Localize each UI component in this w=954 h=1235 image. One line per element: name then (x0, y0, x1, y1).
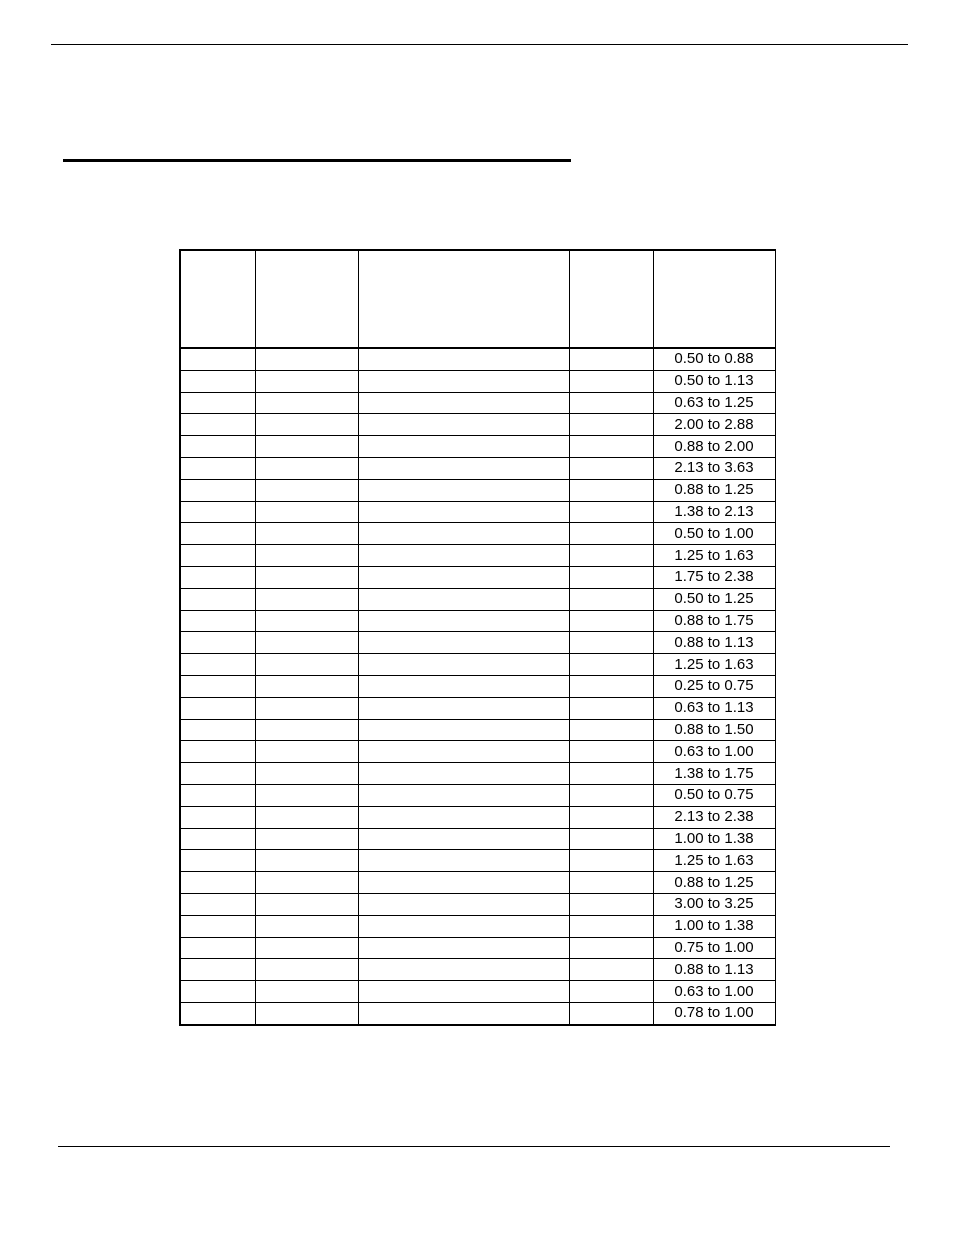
range-value-cell: 1.25 to 1.63 (653, 850, 775, 872)
range-value-cell: 0.50 to 1.00 (653, 523, 775, 545)
table-cell-empty (358, 392, 569, 414)
range-value-cell: 0.88 to 1.25 (653, 872, 775, 894)
range-value-cell: 3.00 to 3.25 (653, 893, 775, 915)
table-row (180, 545, 775, 567)
table-cell-empty (180, 370, 255, 392)
table-row (180, 719, 775, 741)
table-cell-empty (358, 610, 569, 632)
table-row (180, 828, 775, 850)
table-cell-empty (358, 784, 569, 806)
table-cell-empty (255, 763, 358, 785)
range-value-cell: 0.63 to 1.25 (653, 392, 775, 414)
table-cell-empty (180, 632, 255, 654)
table-row (180, 1002, 775, 1024)
table-row (180, 457, 775, 479)
table-cell-empty (180, 414, 255, 436)
table-cell-empty (358, 915, 569, 937)
table-cell-empty (569, 784, 653, 806)
table-row (180, 414, 775, 436)
table-cell-empty (255, 479, 358, 501)
table-cell-empty (180, 392, 255, 414)
table-cell-empty (358, 675, 569, 697)
table-cell-empty (180, 828, 255, 850)
table-cell-empty (358, 937, 569, 959)
range-value-cell: 0.88 to 1.50 (653, 719, 775, 741)
table-cell-empty (358, 893, 569, 915)
table-cell-empty (255, 566, 358, 588)
range-value-cell: 0.88 to 1.25 (653, 479, 775, 501)
table-row (180, 501, 775, 523)
header-cell-3 (358, 250, 569, 348)
range-value-cell: 2.13 to 2.38 (653, 806, 775, 828)
table-row (180, 348, 775, 370)
table-cell-empty (358, 588, 569, 610)
table-cell-empty (255, 501, 358, 523)
table-row (180, 370, 775, 392)
table-cell-empty (180, 348, 255, 370)
range-value-cell: 1.75 to 2.38 (653, 566, 775, 588)
range-value-cell: 0.88 to 1.75 (653, 610, 775, 632)
range-value-cell: 0.50 to 0.88 (653, 348, 775, 370)
table-cell-empty (180, 784, 255, 806)
range-value-cell: 0.63 to 1.13 (653, 697, 775, 719)
range-value-cell: 1.25 to 1.63 (653, 545, 775, 567)
range-value-cell: 1.00 to 1.38 (653, 828, 775, 850)
table-cell-empty (255, 741, 358, 763)
table-row (180, 479, 775, 501)
table-cell-empty (569, 523, 653, 545)
table-cell-empty (180, 806, 255, 828)
table-row (180, 632, 775, 654)
table-cell-empty (255, 610, 358, 632)
table-cell-empty (180, 566, 255, 588)
table-cell-empty (255, 414, 358, 436)
table-cell-empty (358, 436, 569, 458)
table-cell-empty (255, 981, 358, 1003)
table-cell-empty (569, 370, 653, 392)
table-cell-empty (569, 893, 653, 915)
table-cell-empty (569, 763, 653, 785)
table-cell-empty (358, 981, 569, 1003)
table-row (180, 850, 775, 872)
table-cell-empty (180, 937, 255, 959)
table-cell-empty (569, 959, 653, 981)
table-cell-empty (180, 719, 255, 741)
range-value-cell: 1.38 to 2.13 (653, 501, 775, 523)
range-value-cell: 0.50 to 0.75 (653, 784, 775, 806)
table-cell-empty (180, 588, 255, 610)
range-value-cell: 2.13 to 3.63 (653, 457, 775, 479)
table-cell-empty (180, 675, 255, 697)
table-cell-empty (180, 741, 255, 763)
table-cell-empty (358, 348, 569, 370)
table-cell-empty (255, 654, 358, 676)
table-cell-empty (358, 806, 569, 828)
table-row (180, 436, 775, 458)
table-cell-empty (358, 545, 569, 567)
table-row (180, 566, 775, 588)
table-row (180, 523, 775, 545)
table-cell-empty (569, 850, 653, 872)
table-cell-empty (569, 675, 653, 697)
table-cell-empty (569, 981, 653, 1003)
table-cell-empty (569, 806, 653, 828)
range-value-cell: 0.88 to 2.00 (653, 436, 775, 458)
table-cell-empty (358, 654, 569, 676)
table-cell-empty (569, 632, 653, 654)
table-header-row (180, 250, 775, 348)
footer-rule (58, 1146, 890, 1147)
table-cell-empty (255, 675, 358, 697)
table-cell-empty (569, 414, 653, 436)
table-cell-empty (358, 872, 569, 894)
table-cell-empty (180, 1002, 255, 1024)
range-value-cell: 0.78 to 1.00 (653, 1002, 775, 1024)
table-cell-empty (358, 632, 569, 654)
table-row (180, 959, 775, 981)
title-underline (63, 159, 571, 162)
table-cell-empty (569, 828, 653, 850)
table-row (180, 654, 775, 676)
table-cell-empty (569, 915, 653, 937)
table-cell-empty (180, 654, 255, 676)
header-cell-2 (255, 250, 358, 348)
table-cell-empty (255, 1002, 358, 1024)
table-cell-empty (255, 588, 358, 610)
range-value-cell: 0.63 to 1.00 (653, 981, 775, 1003)
table-cell-empty (569, 348, 653, 370)
table-cell-empty (358, 828, 569, 850)
table-body (180, 348, 775, 1025)
table-cell-empty (358, 719, 569, 741)
table-cell-empty (569, 697, 653, 719)
table-cell-empty (255, 850, 358, 872)
table-cell-empty (255, 784, 358, 806)
range-value-cell: 0.88 to 1.13 (653, 632, 775, 654)
table-cell-empty (569, 937, 653, 959)
table-cell-empty (569, 436, 653, 458)
table-cell-empty (358, 741, 569, 763)
table-row (180, 784, 775, 806)
table-row (180, 981, 775, 1003)
table-cell-empty (569, 1002, 653, 1024)
table-cell-empty (255, 893, 358, 915)
table-cell-empty (358, 850, 569, 872)
range-value-cell: 0.25 to 0.75 (653, 675, 775, 697)
table-cell-empty (255, 370, 358, 392)
table-cell-empty (358, 566, 569, 588)
range-value-cell: 1.38 to 1.75 (653, 763, 775, 785)
table-cell-empty (180, 981, 255, 1003)
table-cell-empty (569, 719, 653, 741)
range-value-cell: 1.25 to 1.63 (653, 654, 775, 676)
table-cell-empty (569, 479, 653, 501)
table-cell-empty (180, 697, 255, 719)
table-cell-empty (180, 501, 255, 523)
table-cell-empty (180, 850, 255, 872)
table-cell-empty (569, 588, 653, 610)
table-cell-empty (255, 392, 358, 414)
table-cell-empty (180, 523, 255, 545)
table-row (180, 872, 775, 894)
table-cell-empty (255, 806, 358, 828)
table-cell-empty (255, 523, 358, 545)
table-cell-empty (255, 632, 358, 654)
table-row (180, 806, 775, 828)
table-cell-empty (255, 719, 358, 741)
range-value-cell: 0.75 to 1.00 (653, 937, 775, 959)
table-cell-empty (358, 697, 569, 719)
table-row (180, 610, 775, 632)
header-cell-4 (569, 250, 653, 348)
table-cell-empty (569, 457, 653, 479)
table-cell-empty (255, 872, 358, 894)
table-cell-empty (255, 436, 358, 458)
range-value-cell: 1.00 to 1.38 (653, 915, 775, 937)
table-cell-empty (255, 937, 358, 959)
table-cell-empty (358, 501, 569, 523)
table-row (180, 392, 775, 414)
table-cell-empty (255, 457, 358, 479)
table-cell-empty (180, 610, 255, 632)
table-cell-empty (180, 763, 255, 785)
range-value-cell: 0.50 to 1.13 (653, 370, 775, 392)
table-cell-empty (569, 741, 653, 763)
table-cell-empty (180, 545, 255, 567)
range-table (179, 249, 776, 1026)
table-cell-empty (569, 566, 653, 588)
table-cell-empty (569, 545, 653, 567)
table-row (180, 675, 775, 697)
table-cell-empty (358, 763, 569, 785)
table-cell-empty (180, 959, 255, 981)
table-row (180, 697, 775, 719)
table-row (180, 893, 775, 915)
table-cell-empty (358, 479, 569, 501)
table-cell-empty (569, 872, 653, 894)
table-cell-empty (255, 348, 358, 370)
table-row (180, 741, 775, 763)
table-row (180, 588, 775, 610)
table-cell-empty (180, 893, 255, 915)
table-cell-empty (180, 457, 255, 479)
header-cell-5 (653, 250, 775, 348)
range-value-cell: 2.00 to 2.88 (653, 414, 775, 436)
table-cell-empty (255, 915, 358, 937)
table-cell-empty (569, 392, 653, 414)
header-cell-1 (180, 250, 255, 348)
table-cell-empty (358, 1002, 569, 1024)
table-row (180, 763, 775, 785)
range-value-cell: 0.88 to 1.13 (653, 959, 775, 981)
table-cell-empty (358, 457, 569, 479)
header-rule (51, 44, 908, 45)
table-cell-empty (358, 414, 569, 436)
table-cell-empty (358, 370, 569, 392)
table-row (180, 915, 775, 937)
table-cell-empty (255, 697, 358, 719)
range-value-cell: 0.63 to 1.00 (653, 741, 775, 763)
table-cell-empty (569, 501, 653, 523)
table-cell-empty (180, 872, 255, 894)
table-cell-empty (569, 654, 653, 676)
table-cell-empty (358, 523, 569, 545)
table-cell-empty (180, 915, 255, 937)
table-cell-empty (180, 436, 255, 458)
table-cell-empty (180, 479, 255, 501)
table-cell-empty (255, 959, 358, 981)
table-cell-empty (255, 545, 358, 567)
table-cell-empty (358, 959, 569, 981)
table-cell-empty (569, 610, 653, 632)
table-row (180, 937, 775, 959)
range-value-cell: 0.50 to 1.25 (653, 588, 775, 610)
table-cell-empty (255, 828, 358, 850)
